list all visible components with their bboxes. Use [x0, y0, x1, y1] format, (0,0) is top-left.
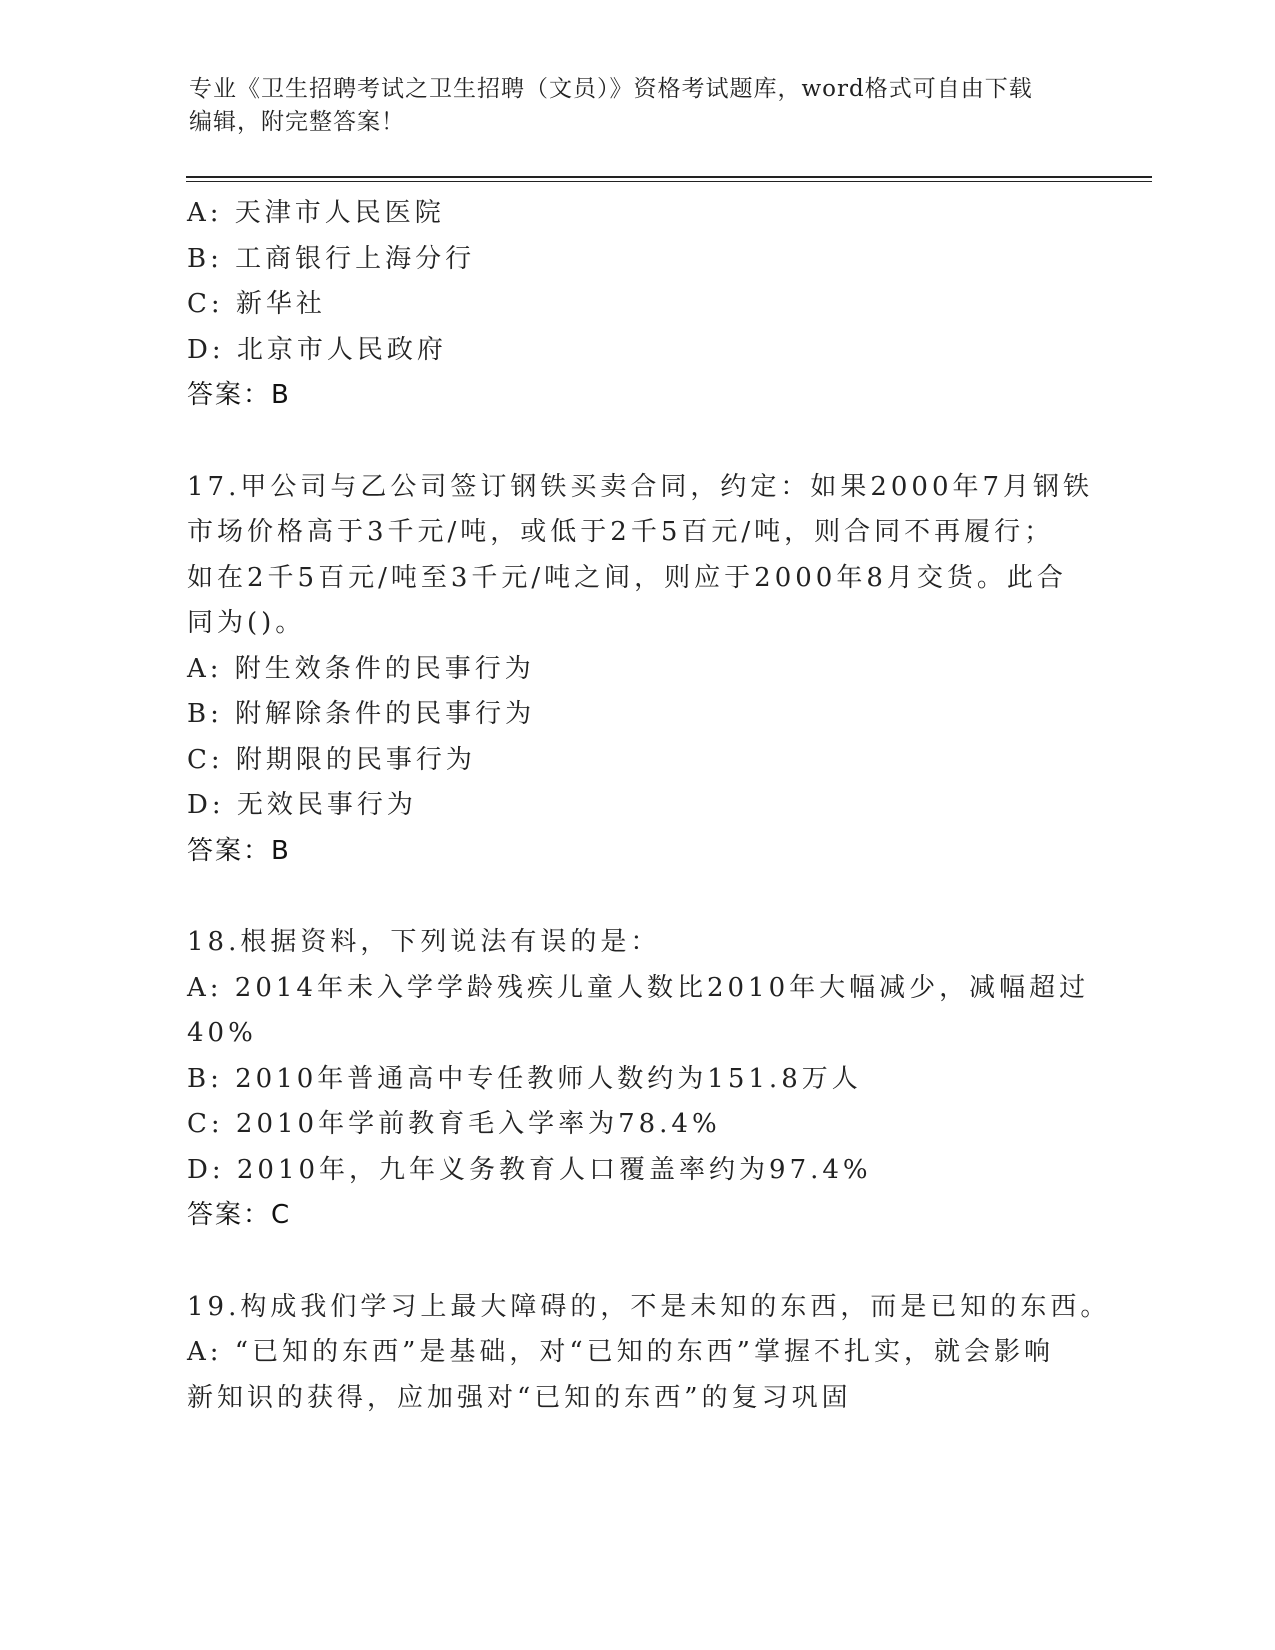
- question-17: [187, 465, 1094, 875]
- spacer: [187, 874, 1087, 920]
- q17-option-d: D: 无效民事行为: [187, 790, 417, 820]
- q17-option-b: B: 附解除条件的民事行为: [187, 699, 536, 729]
- q18-option-d: D: 2010年，九年义务教育人口覆盖率约为97.4%: [187, 1154, 872, 1185]
- q16-option-a: A: 天津市人民医院: [187, 198, 445, 228]
- q19-option-a-line-2: 新知识的获得，应加强对“已知的东西”的复习巩固: [187, 1382, 852, 1413]
- q16-option-b: B: 工商银行上海分行: [187, 243, 476, 274]
- document-header: [189, 73, 1089, 139]
- header-line-2: 编辑，附完整答案！: [189, 109, 405, 135]
- q18-option-c: C: 2010年学前教育毛入学率为78.4%: [187, 1109, 721, 1139]
- q19-stem: 19.构成我们学习上最大障碍的，不是未知的东西，而是已知的东西。: [187, 1291, 1111, 1322]
- q17-stem-line-1: 17.甲公司与乙公司签订钢铁买卖合同，约定：如果2000年7月钢铁: [187, 471, 1094, 502]
- q16-answer: 答案：B: [187, 380, 291, 410]
- question-16: [187, 191, 1087, 419]
- q18-answer: 答案：C: [187, 1200, 292, 1230]
- header-line-1: 专业《卫生招聘考试之卫生招聘（文员）》资格考试题库，word格式可自由下载: [189, 76, 1033, 102]
- question-content: [187, 191, 1111, 1421]
- header-divider-thick: [186, 176, 1152, 178]
- q17-answer: 答案：B: [187, 835, 291, 866]
- q16-option-d: D: 北京市人民政府: [187, 334, 447, 365]
- spacer: [187, 419, 1087, 465]
- q18-option-b: B: 2010年普通高中专任教师人数约为151.8万人: [187, 1063, 862, 1094]
- q17-stem-line-2: 市场价格高于3千元/吨，或低于2千5百元/吨，则合同不再履行；: [187, 517, 1055, 547]
- q16-option-c: C: 新华社: [187, 289, 326, 319]
- q17-stem-line-4: 同为()。: [187, 608, 306, 638]
- q18-stem: 18.根据资料，下列说法有误的是：: [187, 927, 661, 957]
- spacer: [187, 1239, 1087, 1285]
- header-divider-thin: [186, 181, 1152, 182]
- q19-option-a-line-1: A: “已知的东西”是基础，对“已知的东西”掌握不扎实，就会影响: [187, 1337, 1054, 1367]
- q18-option-a-line-2: 40%: [187, 1018, 257, 1048]
- q17-stem-line-3: 如在2千5百元/吨至3千元/吨之间，则应于2000年8月交货。此合: [187, 562, 1067, 593]
- question-19: [187, 1285, 1111, 1422]
- q17-option-c: C: 附期限的民事行为: [187, 744, 476, 775]
- q18-option-a-line-1: A: 2014年未入学学龄残疾儿童人数比2010年大幅减少，减幅超过: [187, 972, 1090, 1003]
- q17-option-a: A: 附生效条件的民事行为: [187, 653, 535, 684]
- question-18: [187, 920, 1090, 1239]
